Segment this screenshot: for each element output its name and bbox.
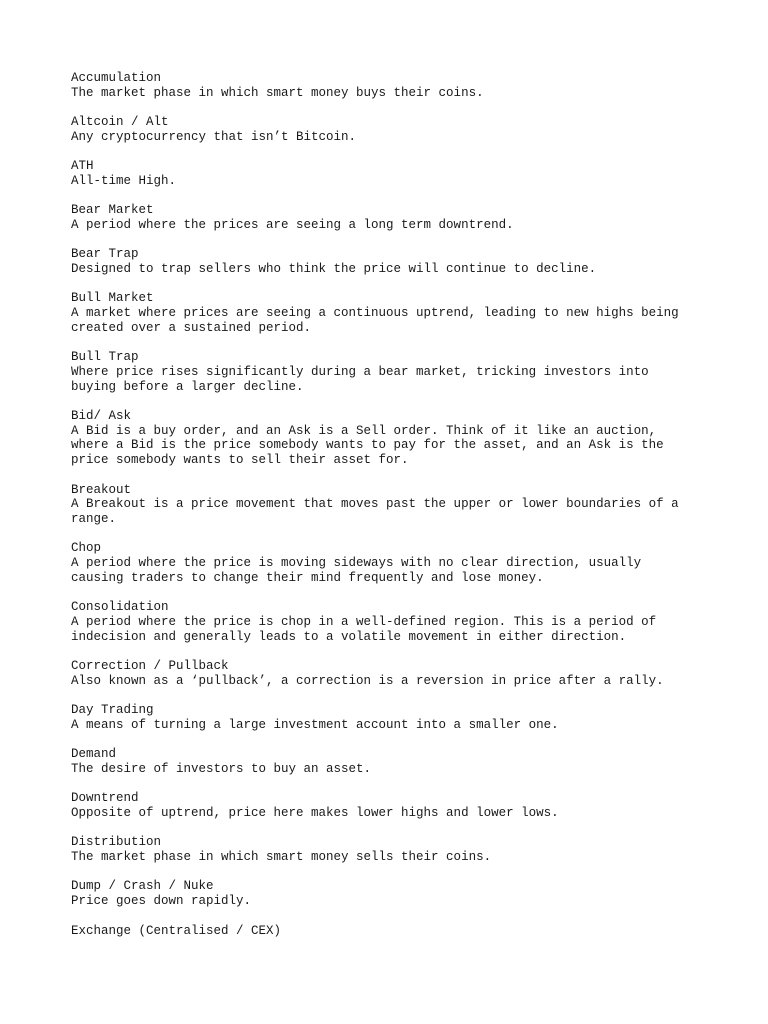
glossary-term: Breakout [71,482,132,497]
glossary-term: Bear Trap [71,247,139,262]
glossary-term: Exchange (Centralised / CEX) [71,923,282,938]
glossary-entry [71,483,711,527]
glossary-definition: A period where the price is moving sideways with no clear direction, usually causing traders to change their mind frequently and lose money. [71,556,642,585]
glossary-definition: A period where the prices are seeing a long term downtrend. [71,217,514,232]
glossary-definition: The market phase in which smart money buys their coins. [71,85,484,100]
glossary-definition: Where price rises significantly during a bear market, tricking investors into buying before a larger decline. [71,364,649,394]
glossary-term: Downtrend [71,791,139,806]
glossary-entry [71,350,711,394]
glossary-entry [71,291,711,335]
glossary-definition: A means of turning a large investment account into a smaller one. [71,717,559,732]
glossary-entry [71,791,711,820]
glossary-term: ATH [71,159,94,174]
glossary-definition: A Breakout is a price movement that moves past the upper or lower boundaries of a range. [71,497,679,526]
glossary-term: Day Trading [71,703,154,718]
glossary-definition: All-time High. [71,173,177,188]
glossary-term: Altcoin / Alt [71,115,169,130]
glossary-entry [71,747,711,776]
glossary-entry [71,924,711,939]
glossary-term: Distribution [71,835,162,850]
glossary-term: Accumulation [71,71,162,85]
glossary-entry [71,203,711,232]
glossary-definition: Designed to trap sellers who think the price will continue to decline. [71,262,597,277]
glossary-definition: A market where prices are seeing a continuous uptrend, leading to new highs being created over a sustained period. [71,306,679,335]
glossary-term: Chop [71,541,102,556]
glossary-page [71,71,711,953]
glossary-entry [71,600,711,644]
glossary-term: Bull Trap [71,350,139,365]
glossary-entry [71,703,711,732]
glossary-entry [71,659,711,688]
glossary-entry [71,879,711,908]
glossary-entry [71,835,711,864]
glossary-term: Bull Market [71,291,154,306]
glossary-term: Correction / Pullback [71,658,229,673]
glossary-entry [71,159,711,188]
glossary-definition: Any cryptocurrency that isn’t Bitcoin. [71,129,357,144]
glossary-entry [71,115,711,144]
glossary-term: Bid/ Ask [71,409,132,424]
glossary-definition: The market phase in which smart money sells their coins. [71,850,492,865]
glossary-term: Consolidation [71,600,169,615]
glossary-definition: The desire of investors to buy an asset. [71,761,372,776]
glossary-definition: A Bid is a buy order, and an Ask is a Sell order. Think of it like an auction, where a Bid is the price somebody wants to pay for the asset, and an Ask is the price somebody wants to sell their asset for. [71,423,664,468]
glossary-entry [71,541,711,585]
glossary-term: Dump / Crash / Nuke [71,879,214,894]
glossary-entry [71,71,711,100]
glossary-definition: Opposite of uptrend, price here makes lower highs and lower lows. [71,805,559,820]
glossary-term: Bear Market [71,203,154,218]
glossary-entry [71,409,711,468]
glossary-definition: Also known as a ‘pullback’, a correction is a reversion in price after a rally. [71,673,664,688]
glossary-term: Demand [71,747,117,762]
glossary-entry [71,247,711,276]
glossary-definition: Price goes down rapidly. [71,894,252,909]
glossary-definition: A period where the price is chop in a well-defined region. This is a period of indecision and generally leads to a volatile movement in either direction. [71,614,657,644]
